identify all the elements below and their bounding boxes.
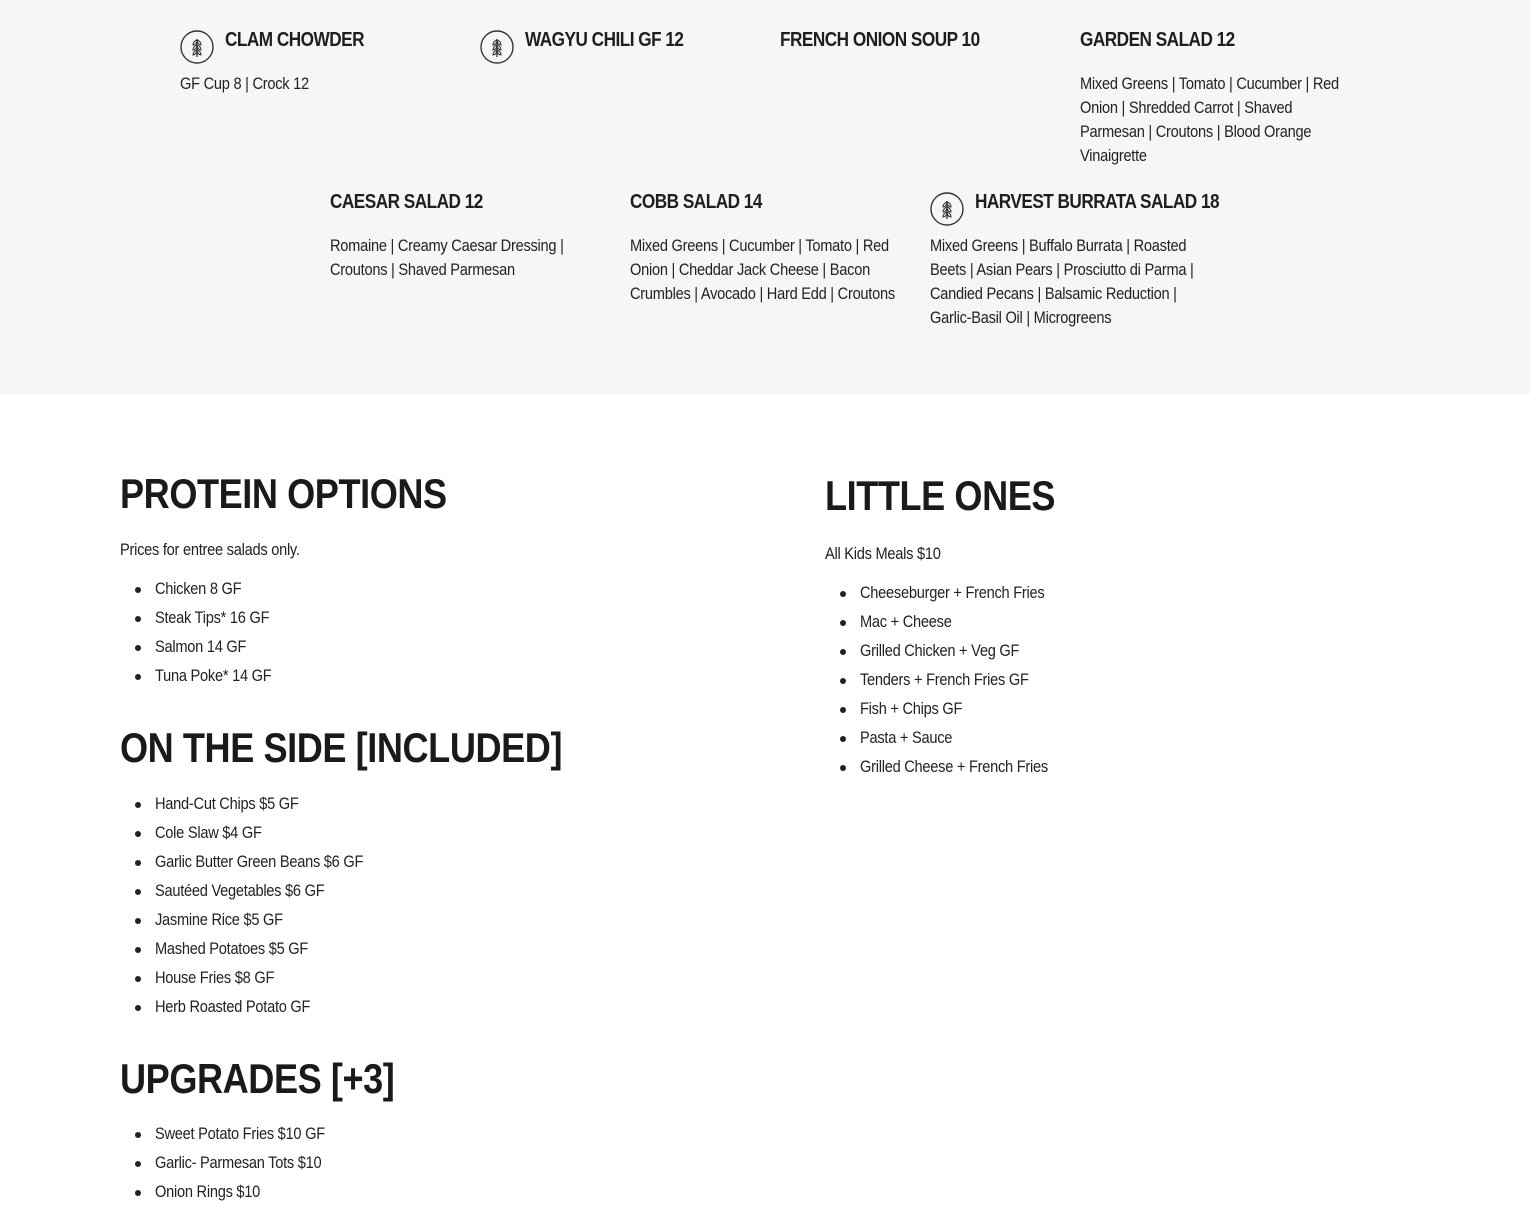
- item-title: FRENCH ONION SOUP 10: [780, 28, 980, 51]
- item-title: HARVEST BURRATA SALAD 18: [975, 190, 1220, 213]
- item-description: GF Cup 8 | Crock 12: [180, 74, 309, 93]
- item-title: COBB SALAD 14: [630, 190, 762, 213]
- item-title: WAGYU CHILI GF 12: [525, 28, 684, 51]
- menu-item-caesar-salad: [330, 182, 610, 282]
- list-item: Mac + Cheese: [825, 607, 1079, 636]
- little-ones-note: All Kids Meals $10: [825, 544, 941, 563]
- list-item: Grilled Cheese + French Fries: [825, 752, 1079, 781]
- gluten-free-wheat-icon: [180, 30, 214, 64]
- list-item: Pasta + Sauce: [825, 723, 1079, 752]
- gluten-free-wheat-icon: [480, 30, 514, 64]
- menu-item-garden-salad: [1080, 20, 1360, 168]
- upgrades-heading: UPGRADES [+3]: [120, 1055, 395, 1102]
- list-item: Herb Roasted Potato GF: [120, 992, 397, 1021]
- protein-options-list: [120, 574, 290, 690]
- list-item: Grilled Chicken + Veg GF: [825, 636, 1079, 665]
- item-title: GARDEN SALAD 12: [1080, 28, 1235, 51]
- menu-item-cobb-salad: [630, 182, 910, 306]
- list-item: Garlic Butter Green Beans $6 GF: [120, 847, 397, 876]
- list-item: House Fries $8 GF: [120, 963, 397, 992]
- on-the-side-list: [120, 789, 397, 1021]
- little-ones-heading: LITTLE ONES: [825, 472, 1056, 519]
- list-item: Fish + Chips GF: [825, 694, 1079, 723]
- upgrades-list: [120, 1119, 353, 1206]
- list-item: Cole Slaw $4 GF: [120, 818, 397, 847]
- list-item: Mashed Potatoes $5 GF: [120, 934, 397, 963]
- item-description: Romaine | Creamy Caesar Dressing | Croutons | Shaved Parmesan: [330, 236, 564, 279]
- list-item: Jasmine Rice $5 GF: [120, 905, 397, 934]
- protein-options-heading: PROTEIN OPTIONS: [120, 470, 447, 517]
- protein-options-note: Prices for entree salads only.: [120, 540, 300, 559]
- list-item: Tuna Poke* 14 GF: [120, 661, 290, 690]
- item-description: Mixed Greens | Cucumber | Tomato | Red Onion | Cheddar Jack Cheese | Bacon Crumbles | Avocado | Hard Edd | Croutons: [630, 236, 895, 303]
- list-item: Sweet Potato Fries $10 GF: [120, 1119, 353, 1148]
- menu-item-harvest-burrata-salad: [930, 182, 1220, 330]
- item-title: CLAM CHOWDER: [225, 28, 365, 51]
- menu-item-clam-chowder: [180, 20, 460, 96]
- list-item: Sautéed Vegetables $6 GF: [120, 876, 397, 905]
- menu-item-french-onion-soup: [780, 20, 1060, 60]
- list-item: Chicken 8 GF: [120, 574, 290, 603]
- item-description: Mixed Greens | Tomato | Cucumber | Red Onion | Shredded Carrot | Shaved Parmesan | Croutons | Blood Orange Vinaigrette: [1080, 74, 1339, 165]
- list-item: Hand-Cut Chips $5 GF: [120, 789, 397, 818]
- little-ones-list: [825, 578, 1079, 781]
- item-title: CAESAR SALAD 12: [330, 190, 483, 213]
- list-item: Salmon 14 GF: [120, 632, 290, 661]
- list-item: Onion Rings $10: [120, 1177, 353, 1206]
- list-item: Cheeseburger + French Fries: [825, 578, 1079, 607]
- gluten-free-wheat-icon: [930, 192, 964, 226]
- list-item: Garlic- Parmesan Tots $10: [120, 1148, 353, 1177]
- menu-item-wagyu-chili: [480, 20, 760, 60]
- list-item: Tenders + French Fries GF: [825, 665, 1079, 694]
- on-the-side-heading: ON THE SIDE [INCLUDED]: [120, 724, 563, 771]
- soups-salads-section: [0, 0, 1530, 394]
- list-item: Steak Tips* 16 GF: [120, 603, 290, 632]
- item-description: Mixed Greens | Buffalo Burrata | Roasted Beets | Asian Pears | Prosciutto di Parma | Candied Pecans | Balsamic Reduction | Garlic-Basil Oil | Microgreens: [930, 236, 1194, 327]
